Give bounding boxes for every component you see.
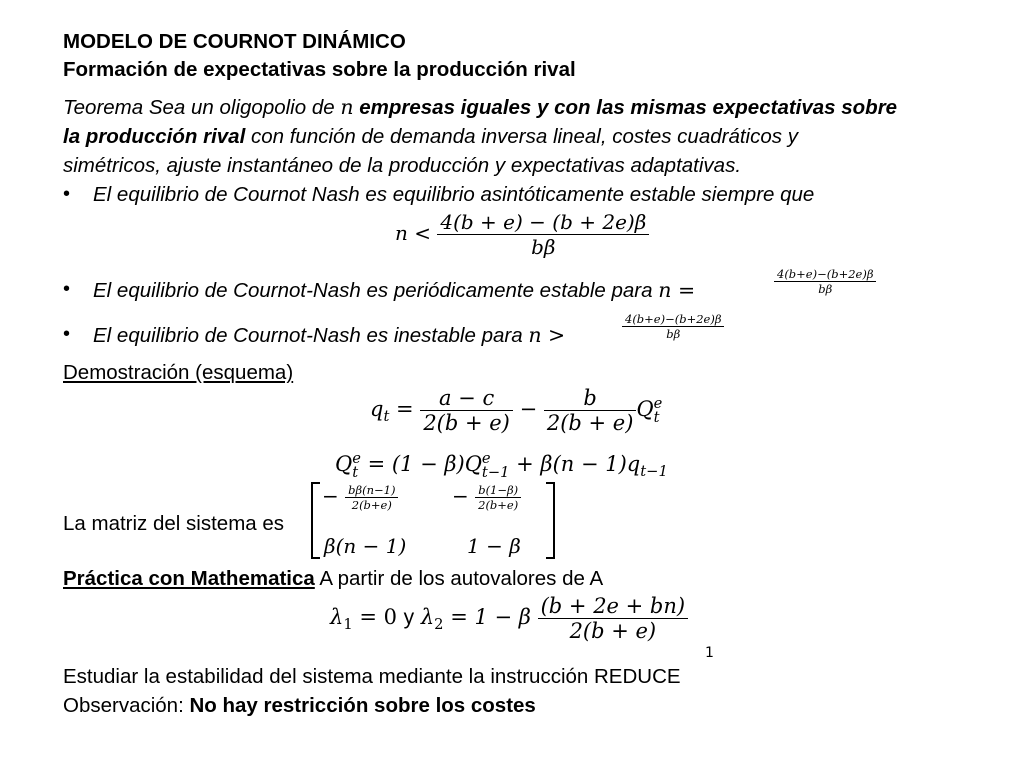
matrix-a12: [452, 483, 521, 512]
eq1-equals: =: [389, 397, 421, 421]
periodic-denominator: bβ: [818, 282, 833, 296]
eq2-Q-sub: t: [352, 463, 359, 481]
bullet-2-relation: n =: [658, 278, 696, 302]
eigen-part2: = 1 − β: [443, 605, 531, 629]
lambda-2-sub: 2: [434, 616, 444, 634]
eq1-f1-num: a − c: [420, 386, 513, 411]
equation-expectations: [335, 452, 668, 480]
eq2-mid: = (1 − β): [360, 452, 465, 476]
proof-heading: Demostración (esquema): [63, 361, 294, 384]
eq1-f2-den: 2(b + e): [546, 411, 634, 435]
lambda-1-sub: 1: [343, 616, 353, 634]
theorem-bold-1: empresas iguales y con las mismas expectativas sobre: [353, 96, 898, 119]
mathematica-link[interactable]: Práctica con Mathematica: [63, 567, 315, 590]
a12-den: 2(b+e): [478, 498, 519, 512]
bullet-marker: •: [63, 323, 71, 345]
theorem-line-1: [63, 94, 897, 121]
matrix-label: La matriz del sistema es: [63, 512, 285, 535]
bullet-3-relation: n >: [528, 323, 566, 347]
bullet-3-text: [93, 323, 565, 348]
bullet-2-label: El equilibrio de Cournot-Nash es periódicamente estable para: [93, 279, 659, 302]
slide-subtitle: Formación de expectativas sobre la producción rival: [63, 58, 576, 81]
matrix-left-bracket: [312, 483, 320, 558]
eq1-Q-sup: e: [653, 395, 663, 413]
observation-line: [63, 693, 536, 719]
lambda-2: λ: [420, 605, 435, 629]
eq1-Q-sub: t: [653, 408, 660, 426]
eq2-Q: Q: [335, 452, 353, 476]
eq2-q: q: [626, 452, 641, 476]
periodic-fraction: [774, 267, 876, 296]
eq1-q-sub: t: [383, 408, 390, 426]
bullet-2-text: [93, 278, 695, 303]
slide-title: MODELO DE COURNOT DINÁMICO: [63, 30, 406, 53]
condition-fraction: [437, 210, 649, 259]
theorem-line-2: [63, 124, 798, 150]
matrix-right-bracket: [546, 483, 554, 558]
lambda-1: λ: [330, 605, 344, 629]
a12-num: b(1−β): [475, 483, 521, 498]
theorem-bold-2: la producción rival: [63, 125, 246, 148]
eq1-q: q: [370, 397, 384, 421]
eq1-fraction-1: [420, 386, 513, 435]
practice-rest: A partir de los autovalores de A: [314, 567, 604, 590]
theorem-rest-2: con función de demanda inversa lineal, costes cuadráticos y: [245, 125, 798, 148]
theorem-intro: Teorema Sea un oligopolio de: [63, 96, 341, 119]
unstable-numerator: 4(b+e)−(b+2e)β: [622, 312, 724, 327]
a11-sign: −: [322, 484, 339, 508]
condition-numerator: 4(b + e) − (b + 2e)β: [437, 210, 649, 235]
theorem-n: n: [340, 95, 354, 119]
condition-denominator: bβ: [531, 235, 556, 259]
unstable-fraction: [622, 312, 724, 341]
eigenvalues: [330, 594, 688, 643]
eq2-Q-sup: e: [352, 450, 361, 468]
a12-sign: −: [452, 484, 469, 508]
observation-label: Observación:: [63, 694, 190, 717]
eigen-den: 2(b + e): [569, 619, 657, 643]
page-number: 1: [705, 645, 714, 661]
unstable-denominator: bβ: [666, 327, 681, 341]
eigen-y: y: [403, 606, 415, 629]
eq2-Q2-sup: e: [481, 450, 491, 468]
eq2-q-sub: t−1: [640, 463, 668, 481]
a11-num: bβ(n−1): [345, 483, 398, 498]
eq1-Q: Q: [636, 397, 654, 421]
bullet-marker: •: [63, 183, 71, 205]
eq1-f1-den: 2(b + e): [423, 411, 510, 435]
equation-quantity: [370, 386, 662, 435]
matrix-a11: [322, 483, 398, 512]
eq1-minus: −: [512, 397, 544, 421]
bullet-1-text: El equilibrio de Cournot Nash es equilibrio asintóticamente estable siempre que: [93, 183, 815, 206]
eq1-fraction-2: [544, 386, 637, 435]
eq1-f2-num: b: [544, 386, 637, 411]
eigen-part1: = 0: [352, 605, 404, 629]
bullet-marker: •: [63, 278, 71, 300]
stability-condition: [395, 210, 649, 259]
a11-den: 2(b+e): [351, 498, 392, 512]
eigen-fraction: [538, 594, 688, 643]
periodic-numerator: 4(b+e)−(b+2e)β: [774, 267, 876, 282]
eq2-Q2: Q: [464, 452, 482, 476]
eigen-num: (b + 2e + bn): [538, 594, 688, 619]
eq2-Q2-sub: t−1: [481, 463, 510, 481]
theorem-line-3: simétricos, ajuste instantáneo de la producción y expectativas adaptativas.: [63, 154, 742, 177]
study-line: Estudiar la estabilidad del sistema mediante la instrucción REDUCE: [63, 665, 681, 688]
matrix-a21: β(n − 1): [324, 534, 407, 558]
matrix-a22: 1 − β: [467, 534, 521, 558]
observation-bold: No hay restricción sobre los costes: [189, 694, 536, 717]
condition-lhs: n <: [395, 221, 431, 245]
eq2-rest: + β(n − 1): [509, 452, 627, 476]
bullet-3-label: El equilibrio de Cournot-Nash es inestable para: [93, 324, 529, 347]
practice-line: [63, 566, 603, 592]
